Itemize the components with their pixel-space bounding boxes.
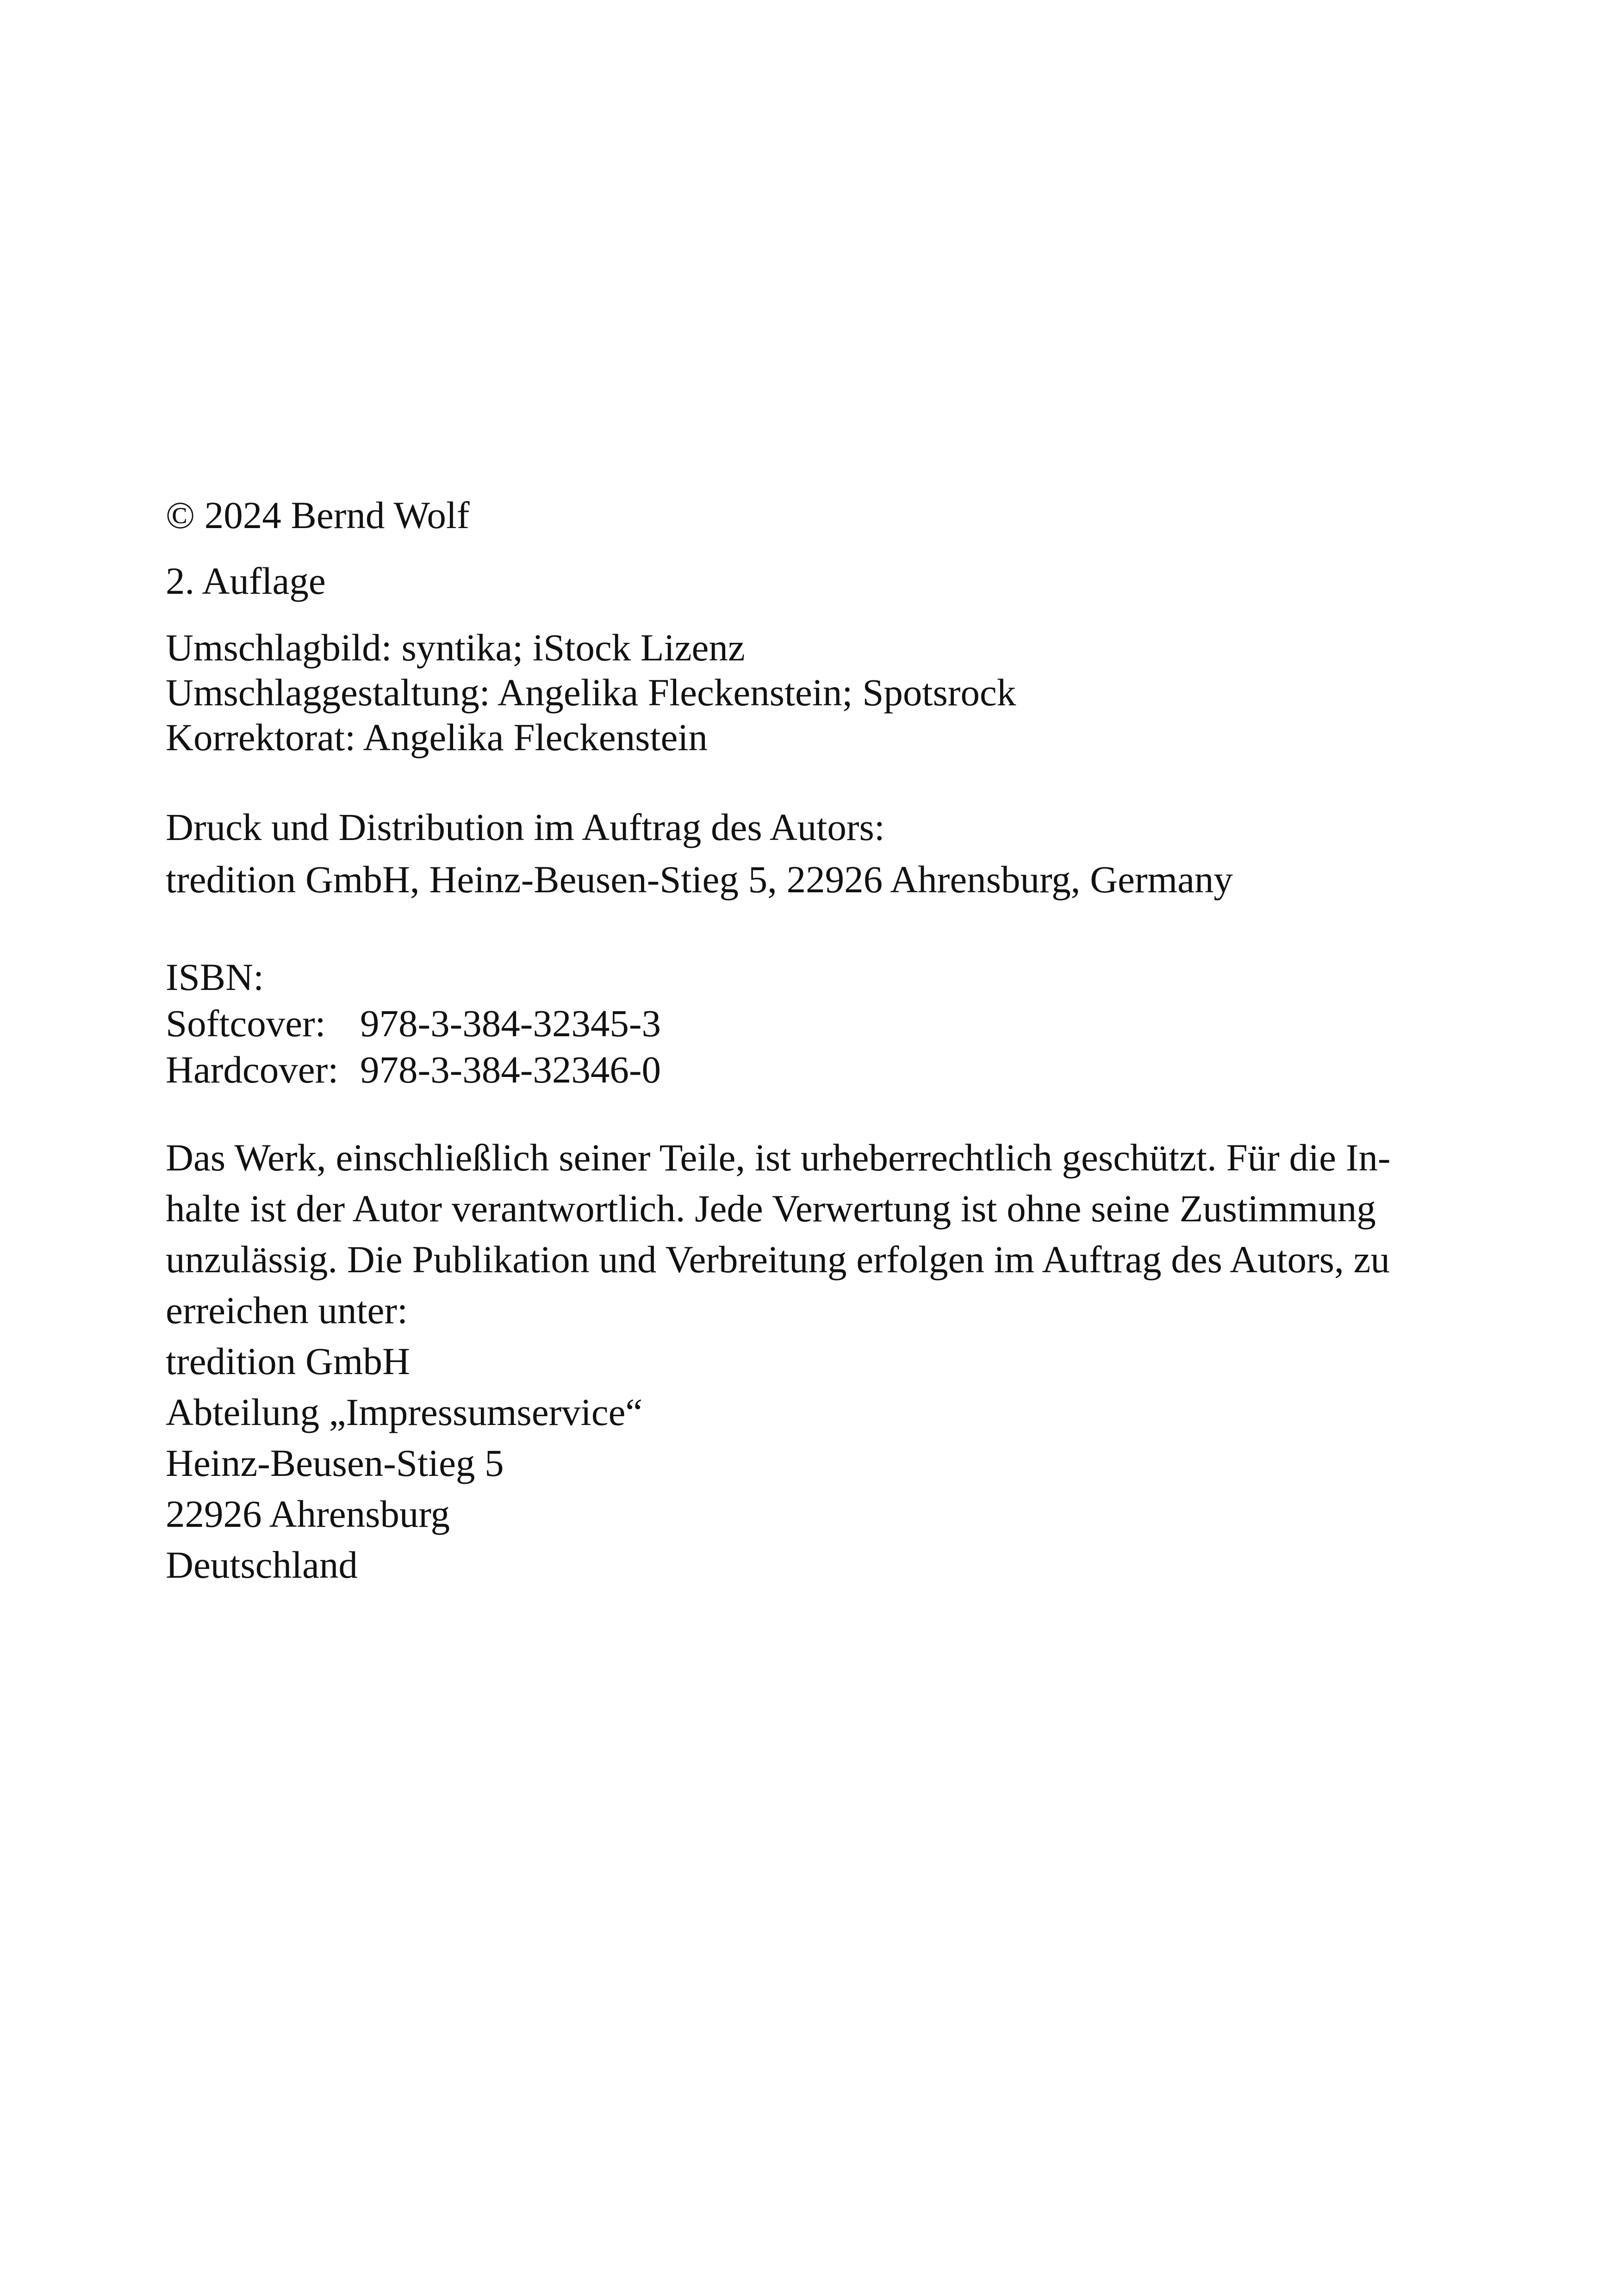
edition-line: 2. Auflage [166, 560, 326, 602]
legal-line: Das Werk, einschließlich seiner Teile, ist urheberrechtlich geschützt. Für die In- [166, 1136, 1391, 1179]
credit-line: Umschlaggestaltung: Angelika Fleckenstein; Spotsrock [166, 671, 1016, 714]
address-line: Heinz-Beusen-Stieg 5 [166, 1442, 504, 1484]
isbn-row [166, 1004, 661, 1043]
isbn-number: 978-3-384-32345-3 [360, 1002, 661, 1045]
isbn-label: Hardcover: [166, 1048, 339, 1091]
credit-line: Umschlagbild: syntika; iStock Lizenz [166, 626, 745, 669]
isbn-label: Softcover: [166, 1002, 326, 1045]
credit-line: Korrektorat: Angelika Fleckenstein [166, 716, 708, 759]
address-line: Abteilung „Impressumservice“ [166, 1391, 643, 1433]
isbn-number: 978-3-384-32346-0 [360, 1048, 661, 1091]
isbn-heading: ISBN: [166, 956, 264, 998]
address-line: tredition GmbH [166, 1340, 410, 1382]
legal-line: erreichen unter: [166, 1289, 408, 1332]
isbn-row [166, 1048, 661, 1091]
copyright-line: © 2024 Bernd Wolf [166, 494, 470, 536]
address-line: 22926 Ahrensburg [166, 1493, 450, 1535]
legal-line: unzulässig. Die Publikation und Verbreitung erfolgen im Auftrag des Autors, zu [166, 1238, 1390, 1281]
address-line: Deutschland [166, 1543, 358, 1586]
print-line: tredition GmbH, Heinz-Beusen-Stieg 5, 22926 Ahrensburg, Germany [166, 858, 1233, 901]
print-line: Druck und Distribution im Auftrag des Autors: [166, 806, 885, 848]
legal-line: halte ist der Autor verantwortlich. Jede Verwertung ist ohne seine Zustimmung [166, 1187, 1376, 1230]
